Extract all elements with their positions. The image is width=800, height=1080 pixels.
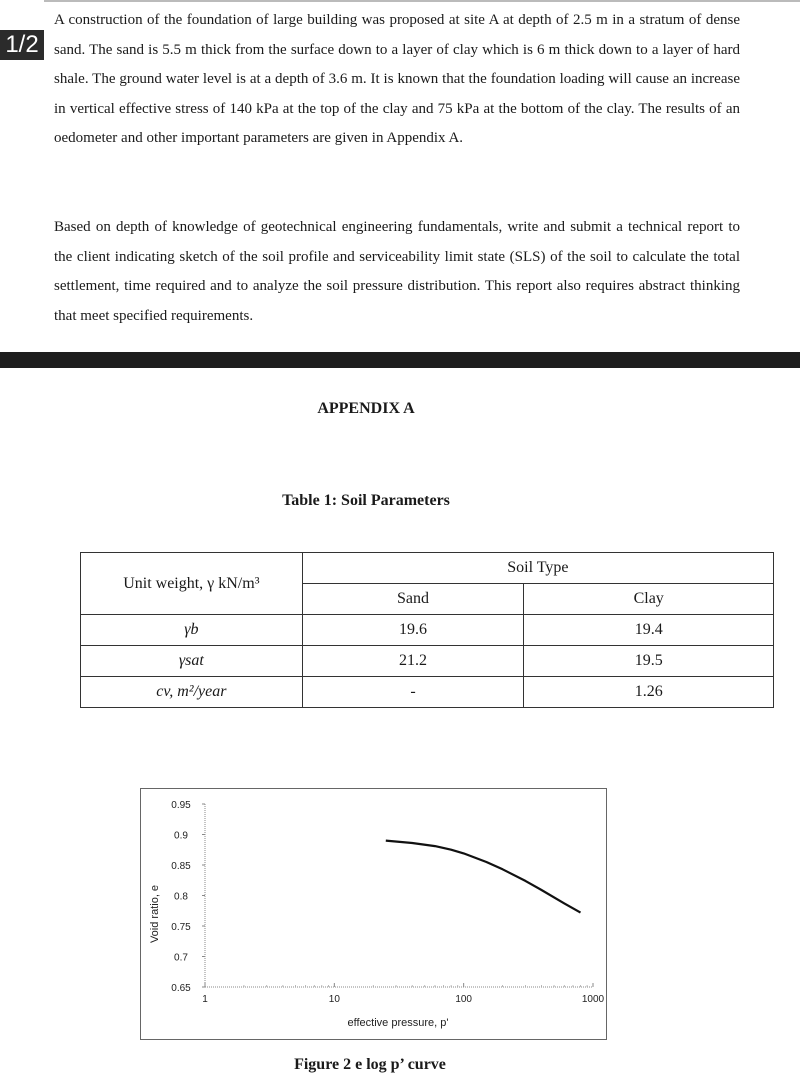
table-row	[81, 646, 774, 677]
column-clay: Clay	[524, 584, 774, 615]
y-tick-label: 0.85	[171, 861, 191, 872]
e-log-p-chart	[140, 788, 607, 1040]
y-tick-label: 0.7	[174, 952, 188, 964]
cell-clay: 19.4	[524, 615, 774, 646]
paragraph-1: A construction of the foundation of large building was proposed at site A at depth of 2.5 m in a stratum of dense sand. The sand is 5.5 m thick from the surface down to a layer of clay which is 6 m thick down to a layer of hard shale. The ground water level is at a depth of 3.6 m. It is known that the foundation loading will cause an increase in vertical effective stress of 140 kPa at the top of the clay and 75 kPa at the bottom of the clay. The results of an oedometer and other important parameters are given in Appendix A.	[54, 12, 740, 146]
soil-type-header: Soil Type	[302, 553, 773, 584]
appendix-title: APPENDIX A	[317, 400, 415, 417]
chart-series	[386, 841, 581, 913]
table-header-row	[81, 553, 774, 584]
x-axis	[202, 983, 604, 1005]
x-tick-label: 100	[455, 994, 473, 1005]
table-row	[81, 677, 774, 708]
cell-sand: -	[302, 677, 524, 708]
row-label-cv: cv, m²/year	[81, 677, 303, 708]
problem-statement	[54, 6, 740, 154]
y-tick-label: 0.9	[174, 830, 188, 842]
x-tick-label: 10	[328, 994, 340, 1005]
row-label-gamma-sat: γsat	[81, 646, 303, 677]
y-axis	[171, 800, 205, 994]
series-line	[386, 841, 581, 913]
y-tick-label: 0.65	[171, 983, 191, 994]
y-tick-label: 0.8	[174, 891, 188, 903]
table-title: Table 1: Soil Parameters	[282, 492, 450, 509]
column-sand: Sand	[302, 584, 524, 615]
top-rule	[44, 0, 800, 2]
y-tick-label: 0.75	[171, 922, 191, 933]
x-axis-label: effective pressure, p'	[347, 1017, 449, 1029]
page-indicator: 1/2	[0, 30, 44, 60]
cell-clay: 1.26	[524, 677, 774, 708]
figure-caption: Figure 2 e log p’ curve	[294, 1056, 446, 1073]
row-label-gamma-b: γb	[81, 615, 303, 646]
page-divider-band	[0, 352, 800, 368]
y-axis-label: Void ratio, e	[149, 884, 161, 944]
cell-sand: 21.2	[302, 646, 524, 677]
cell-sand: 19.6	[302, 615, 524, 646]
x-tick-label: 1000	[581, 994, 605, 1005]
soil-parameters-table	[80, 552, 774, 708]
y-tick-label: 0.95	[171, 800, 191, 811]
table-row	[81, 615, 774, 646]
x-tick-label: 1	[202, 994, 208, 1005]
cell-clay: 19.5	[524, 646, 774, 677]
task-statement	[54, 213, 740, 331]
unit-weight-header: Unit weight, γ kN/m³	[81, 553, 303, 615]
paragraph-2: Based on depth of knowledge of geotechnical engineering fundamentals, write and submit a technical report to the client indicating sketch of the soil profile and serviceability limit state (SLS) of the soil to calculate the total settlement, time required and to analyze the soil pressure distribution. This report also requires abstract thinking that meet specified requirements.	[54, 219, 740, 324]
chart-svg	[141, 789, 606, 1039]
